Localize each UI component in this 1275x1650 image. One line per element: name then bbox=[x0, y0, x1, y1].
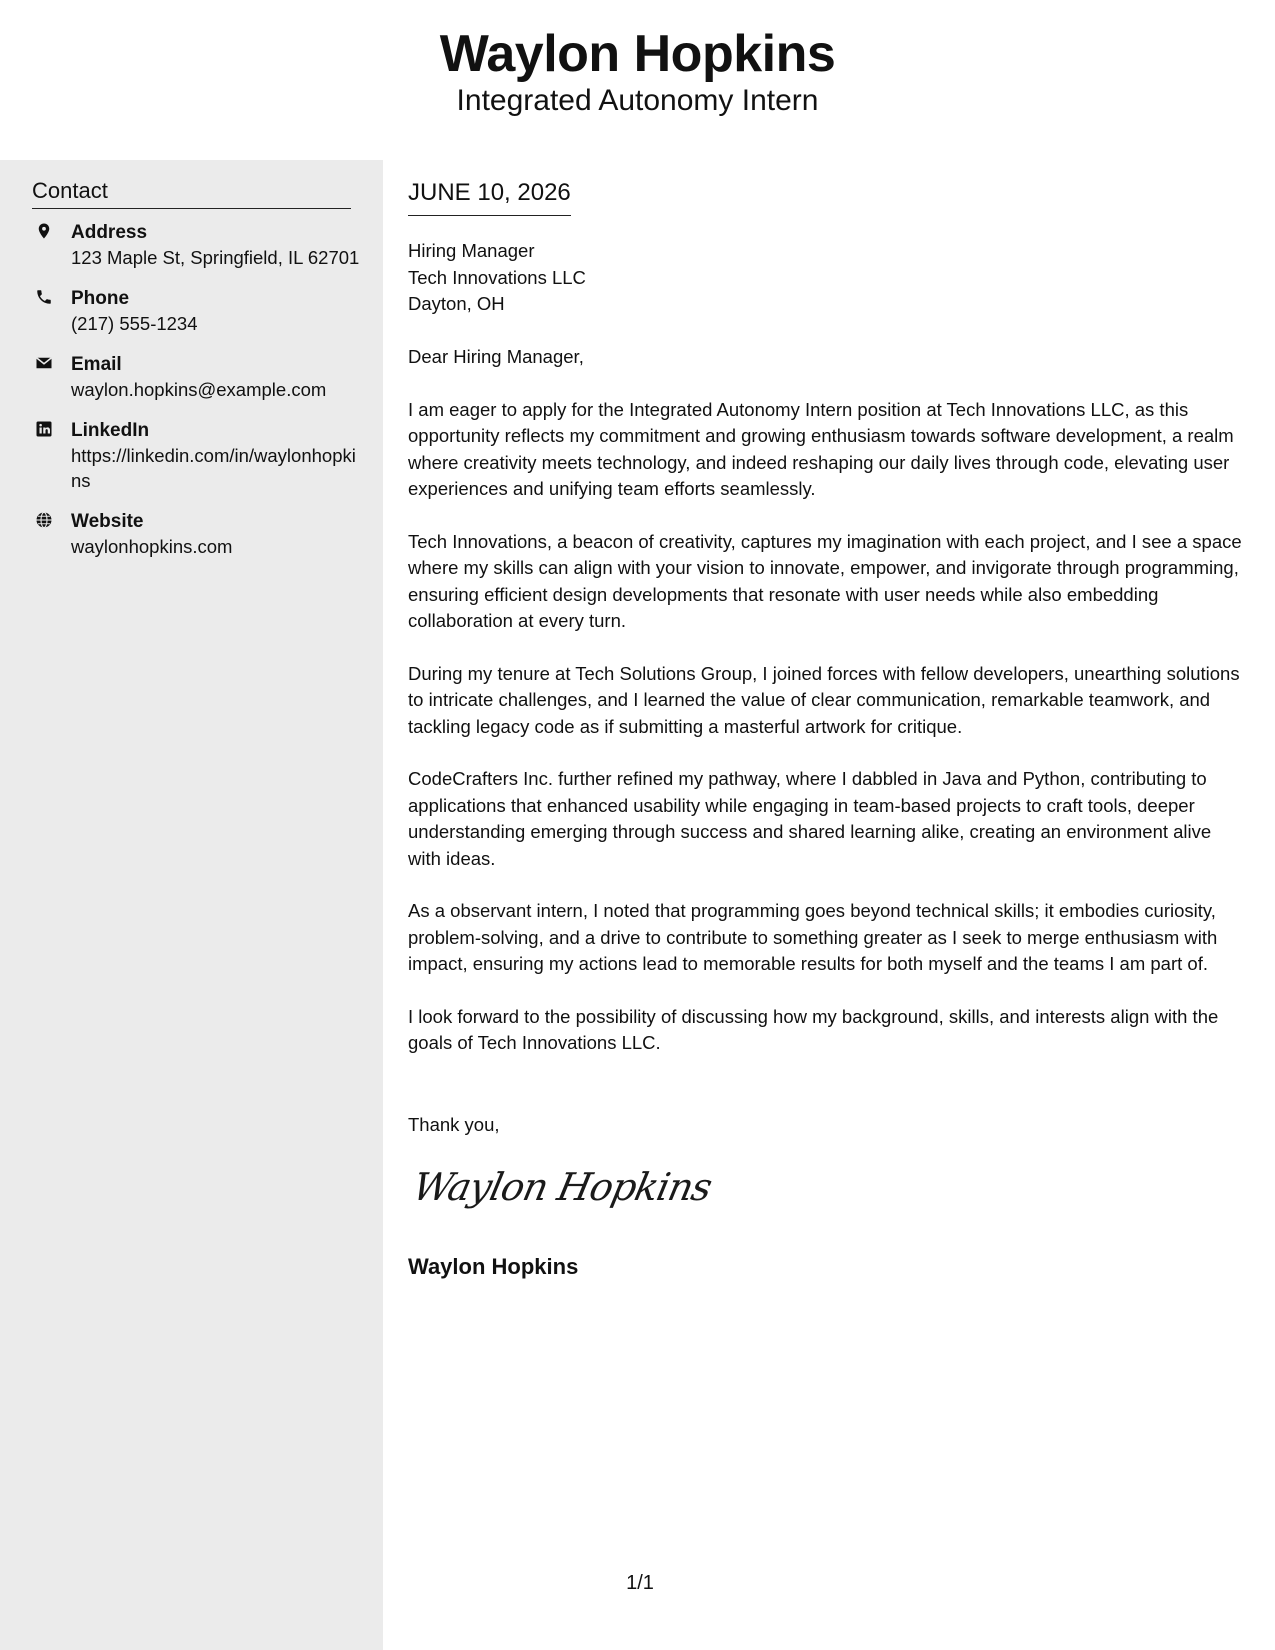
paragraph: Tech Innovations, a beacon of creativity, captures my imagination with each project, and I see a space where my skills can align with your vision to innovate, empower, and invigorate through programming, ensuring efficient design developments that resonate with user needs while also embedding collaboration at every turn. bbox=[408, 530, 1242, 631]
contact-label: Email bbox=[71, 354, 122, 375]
paragraph: I am eager to apply for the Integrated Autonomy Intern position at Tech Innovations LLC, as this opportunity reflects my commitment and growing enthusiasm towards software development, a realm where creativity meets technology, and indeed reshaping our daily lives through code, elevating user experiences and unifying team efforts seamlessly. bbox=[408, 398, 1234, 499]
phone-icon bbox=[35, 288, 53, 306]
contact-address bbox=[32, 220, 362, 270]
contact-label: LinkedIn bbox=[71, 420, 150, 441]
paragraph: As a observant intern, I noted that programming goes beyond technical skills; it embodies curiosity, problem-solving, and a drive to contribute to something greater as I seek to merge enthusiasm with impact, ensuring my actions lead to memorable results for both myself and the teams I am part of. bbox=[408, 900, 1218, 974]
paragraph: CodeCrafters Inc. further refined my pathway, where I dabbled in Java and Python, contributing to applications that enhanced usability while engaging in team-based projects to craft tools, deeper understanding emerging through success and shared learning alike, creating an environment alive with ideas. bbox=[408, 768, 1212, 869]
signature: Waylon Hopkins bbox=[409, 1165, 716, 1209]
globe-icon bbox=[35, 511, 53, 529]
signed-name: Waylon Hopkins bbox=[408, 1254, 579, 1279]
letter-text bbox=[408, 344, 1246, 1083]
recipient-line: Hiring Manager bbox=[408, 240, 535, 261]
recipient-line: Dayton, OH bbox=[408, 293, 505, 314]
envelope-icon bbox=[35, 354, 53, 372]
applicant-role: Integrated Autonomy Intern bbox=[456, 84, 819, 117]
contact-value: (217) 555-1234 bbox=[71, 313, 198, 334]
linkedin-icon bbox=[35, 420, 53, 438]
map-pin-icon bbox=[35, 222, 53, 240]
paragraph: I look forward to the possibility of discussing how my background, skills, and interests align with the goals of Tech Innovations LLC. bbox=[408, 1005, 1219, 1053]
recipient-block bbox=[408, 238, 586, 318]
contact-sidebar bbox=[0, 160, 383, 1650]
contact-value: 123 Maple St, Springfield, IL 62701 bbox=[71, 247, 360, 268]
contact-email bbox=[32, 352, 362, 402]
paragraph: During my tenure at Tech Solutions Group, I joined forces with fellow developers, unearthing solutions to intricate challenges, and I learned the value of clear communication, remarkable teamwork, and tackling legacy code as if submitting a masterful artwork for critique. bbox=[408, 662, 1240, 737]
header bbox=[0, 0, 1275, 160]
contact-label: Address bbox=[71, 222, 148, 243]
closing: Thank you, bbox=[408, 1114, 500, 1135]
contact-phone bbox=[32, 286, 362, 336]
page-number: 1/1 bbox=[626, 1572, 654, 1594]
contact-value: waylon.hopkins@example.com bbox=[71, 379, 327, 400]
contact-linkedin bbox=[32, 418, 362, 493]
applicant-name: Waylon Hopkins bbox=[439, 25, 836, 83]
contact-title: Contact bbox=[32, 176, 351, 209]
salutation: Dear Hiring Manager, bbox=[408, 346, 584, 367]
contact-label: Website bbox=[71, 511, 144, 532]
recipient-line: Tech Innovations LLC bbox=[408, 266, 586, 288]
contact-website bbox=[32, 509, 362, 559]
contact-value: https://linkedin.com/in/waylonhopkins bbox=[71, 445, 356, 491]
contact-list bbox=[32, 220, 362, 575]
contact-value: waylonhopkins.com bbox=[71, 536, 233, 557]
contact-label: Phone bbox=[71, 288, 130, 309]
letter-date: JUNE 10, 2026 bbox=[408, 177, 571, 216]
